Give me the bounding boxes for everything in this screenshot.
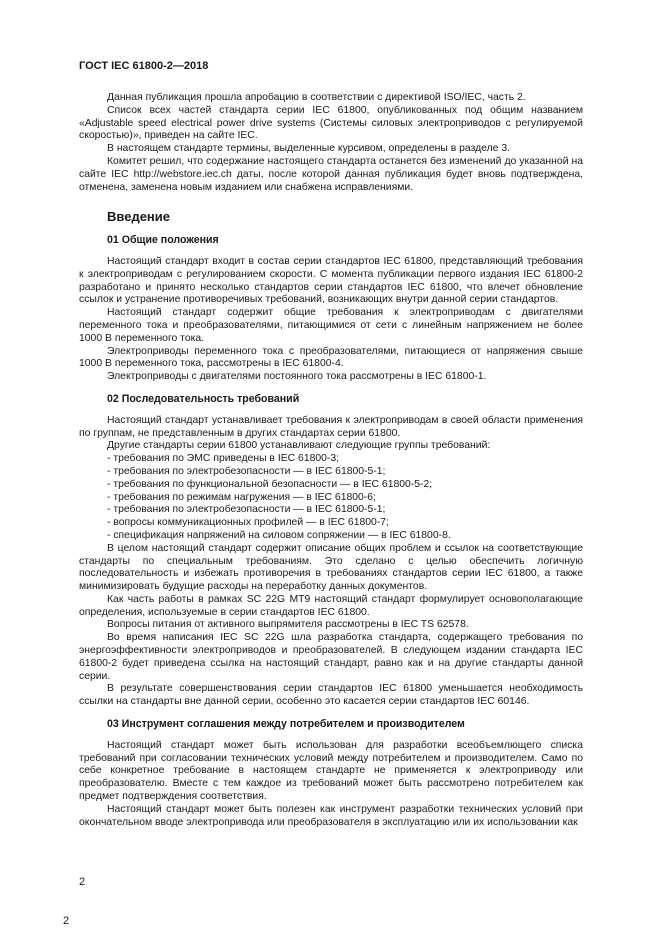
paragraph: Настоящий стандарт может быть полезен как инструмент разработки технических условий при окончательном вводе электропривода или преобразователя в эксплуатацию или их использовании как (79, 803, 583, 828)
paragraph: Вопросы питания от активного выпрямителя рассмотрены в IEC TS 62578. (107, 619, 469, 631)
section-heading: 03 Инструмент соглашения между потребителем и производителем (107, 718, 465, 731)
paragraph: В целом настоящий стандарт содержит описание общих проблем и ссылок на соответствующие стандарты по специальным требованиям. Это сделано с целью обеспечить логичную последовательность и избежать противоречия в требованиях стандартов серии IEC 61800, а также минимизировать будущие расходы на переработку данных документов. (79, 542, 583, 593)
page-number-bottom: 2 (63, 915, 70, 927)
list-item: - требования по электробезопасности — в IEC 61800-5-1; (107, 504, 386, 516)
section-heading: 02 Последовательность требований (107, 392, 300, 405)
paragraph: Настоящий стандарт может быть использован для разработки всеобъемлющего списка требований при согласовании технических условий между потребителем и производителем. Само по себе конкретное требование в настоящем стандарте не применяется к электроприводу или преобразователю. Вместе с тем каждое из требований может быть рассмотрено потребителем как предмет подтверждения соответствия. (79, 739, 583, 803)
list-item: - требования по электробезопасности — в IEC 61800-5-1; (107, 465, 386, 477)
paragraph: Электроприводы переменного тока с преобразователями, питающиеся от напряжения свыше 1000 В переменного тока, рассмотрены в IEC 61800-4. (79, 345, 583, 370)
list-item: - требования по режимам нагружения — в IEC 61800-6; (107, 491, 376, 503)
section-heading: 01 Общие положения (107, 234, 219, 247)
preface-paragraph: Комитет решил, что содержание настоящего стандарта останется без изменений до указанной на сайте IEC http://webstore.iec.ch даты, после которой данная публикация будет вновь подтверждена, отменена, заменена новым изданием или снабжена исправлениями. (79, 155, 583, 193)
paragraph: Настоящий стандарт входит в состав серии стандартов IEC 61800, представляющий требования к электроприводам с регулированием скорости. С момента публикации первого издания IEC 61800-2 разработано и принято несколько стандартов серии стандартов IEC 61800, что влечет обновление ссылок и устранение противоречивых требований, возникающих внутри данной серии стандартов. (79, 255, 583, 306)
paragraph: Как часть работы в рамках SC 22G MT9 настоящий стандарт формулирует основополагающие определения, используемые в серии стандартов IEC 61800. (79, 593, 583, 618)
paragraph: Во время написания IEC SC 22G шла разработка стандарта, содержащего требования по энергоэффективности электроприводов и преобразователей. В следующем издании стандарта IEC 61800-2 будет приведена ссылка на настоящий стандарт, равно как и на другие стандарты данной серии. (79, 632, 583, 682)
introduction-heading: Введение (107, 209, 170, 225)
page-number: 2 (79, 876, 86, 888)
list-item: - требования по ЭМС приведены в IEC 61800-3; (107, 453, 340, 465)
paragraph: Электроприводы с двигателями постоянного тока рассмотрены в IEC 61800-1. (107, 371, 487, 383)
paragraph: Настоящий стандарт содержит общие требования к электроприводам с двигателями переменного тока и преобразователями, питающимися от сети с линейным напряжением не более 1000 В переменного тока. (79, 307, 583, 344)
paragraph: Другие стандарты серии 61800 устанавливают следующие группы требований: (107, 440, 491, 452)
document-header: ГОСТ IEC 61800-2—2018 (79, 60, 209, 72)
paragraph: В результате совершенствования серии стандартов IEC 61800 уменьшается необходимость ссылки на стандарты вне данной серии, особенно это касается серии стандартов IEC 60146. (79, 683, 583, 708)
requirements-list (79, 453, 583, 543)
list-item: - вопросы коммуникационных профилей — в IEC 61800-7; (107, 517, 389, 529)
paragraph: Настоящий стандарт устанавливает требования к электроприводам в своей области применения по группам, не представленным в других стандартах серии 61800. (79, 414, 583, 439)
page-content (79, 92, 583, 829)
list-item: - требования по функциональной безопасности — в IEC 61800-5-2; (107, 478, 433, 490)
preface-paragraph: Список всех частей стандарта серии IEC 61800, опубликованных под общим названием «Adjustable speed electrical power drive systems (Системы силовых электроприводов с регулируемой скоростью)», приведен на сайте IEC. (79, 104, 583, 142)
preface-paragraph: Данная публикация прошла апробацию в соответствии с директивой ISO/IEC, часть 2. (107, 92, 526, 103)
list-item: - спецификация напряжений на силовом сопряжении — в IEC 61800-8. (107, 529, 451, 541)
preface-paragraph: В настоящем стандарте термины, выделенные курсивом, определены в разделе 3. (107, 143, 510, 155)
